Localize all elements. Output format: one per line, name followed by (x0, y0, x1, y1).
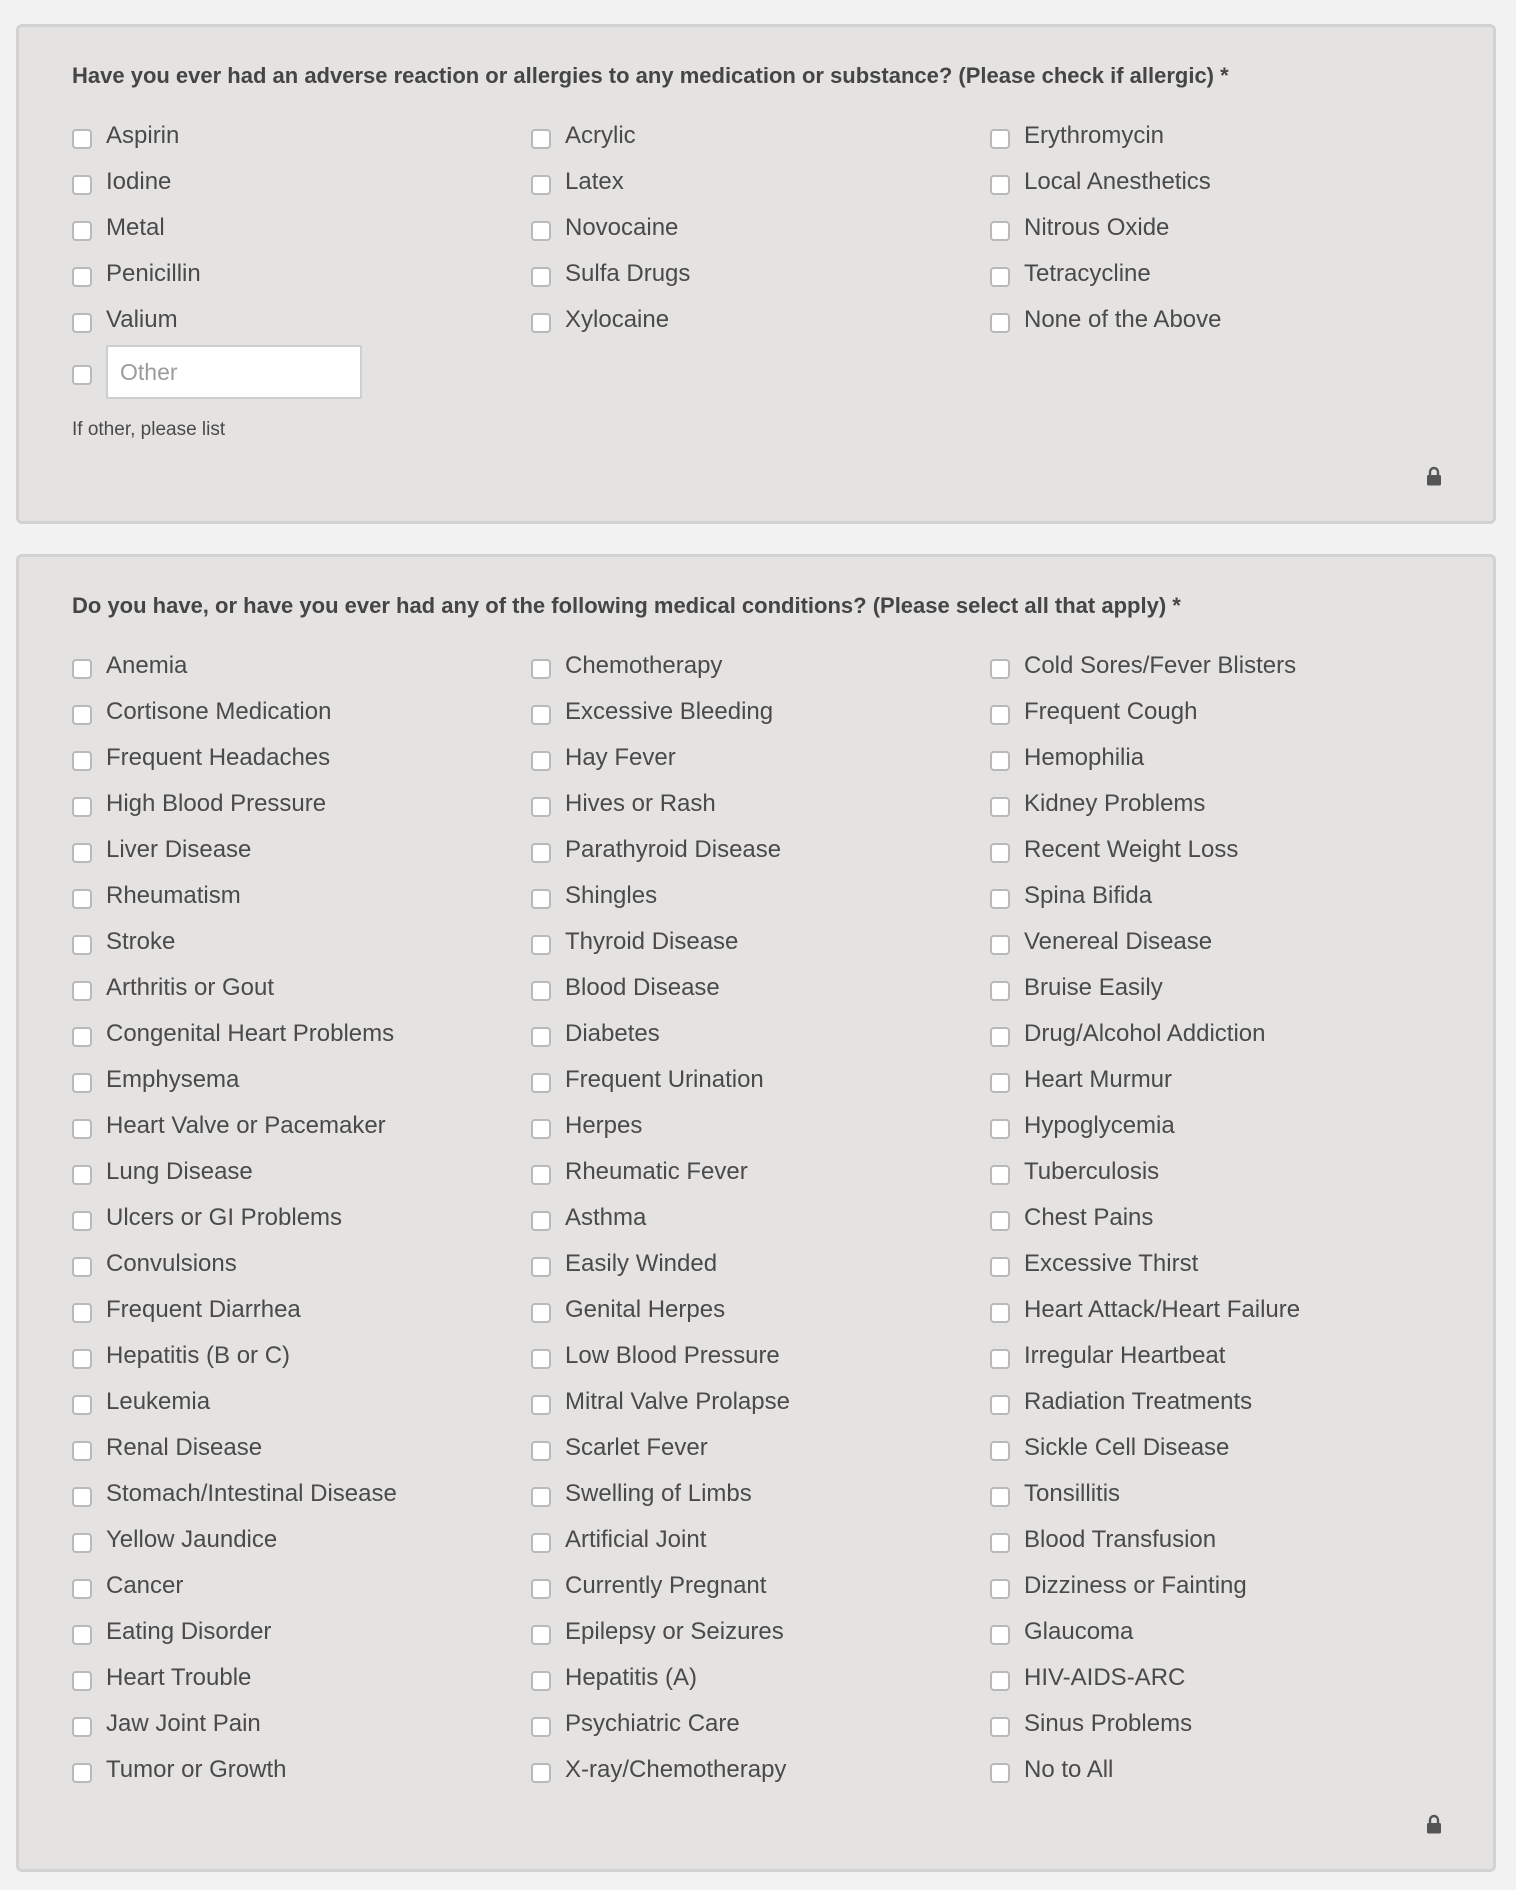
option-label: Mitral Valve Prolapse (565, 1388, 790, 1415)
checkbox[interactable] (72, 1119, 92, 1139)
checkbox[interactable] (990, 1303, 1010, 1323)
checkbox[interactable] (72, 1625, 92, 1645)
conditions-option-sickle-cell-disease[interactable] (990, 1425, 1449, 1471)
option-label: Arthritis or Gout (106, 974, 275, 1001)
option-label: Blood Transfusion (1024, 1526, 1217, 1553)
checkbox[interactable] (72, 221, 92, 241)
option-label: Chemotherapy (565, 652, 723, 679)
conditions-option-excessive-thirst[interactable] (990, 1241, 1449, 1287)
option-label: Thyroid Disease (565, 928, 739, 955)
conditions-option-recent-weight-loss[interactable] (990, 827, 1449, 873)
option-label: Venereal Disease (1024, 928, 1213, 955)
checkbox[interactable] (990, 889, 1010, 909)
option-label: Epilepsy or Seizures (565, 1618, 784, 1645)
conditions-option-spina-bifida[interactable] (990, 873, 1449, 919)
option-label: Metal (106, 214, 165, 241)
conditions-option-venereal-disease[interactable] (990, 919, 1449, 965)
checkbox[interactable] (72, 1763, 92, 1783)
checkbox[interactable] (990, 705, 1010, 725)
option-label: High Blood Pressure (106, 790, 327, 817)
conditions-option-kidney-problems[interactable] (990, 781, 1449, 827)
conditions-option-congenital-heart-problems[interactable] (72, 1011, 531, 1057)
conditions-option-tumor-or-growth[interactable] (72, 1747, 531, 1793)
checkbox[interactable] (72, 1671, 92, 1691)
checkbox[interactable] (990, 267, 1010, 287)
checkbox[interactable] (531, 751, 551, 771)
conditions-option-psychiatric-care[interactable] (531, 1701, 990, 1747)
checkbox[interactable] (72, 889, 92, 909)
conditions-option-mitral-valve-prolapse[interactable] (531, 1379, 990, 1425)
conditions-option-x-ray-chemotherapy[interactable] (531, 1747, 990, 1793)
option-label: Tonsillitis (1024, 1480, 1121, 1507)
conditions-option-tonsillitis[interactable] (990, 1471, 1449, 1517)
checkbox[interactable] (990, 1119, 1010, 1139)
conditions-option-emphysema[interactable] (72, 1057, 531, 1103)
checkbox[interactable] (72, 1487, 92, 1507)
conditions-option-anemia[interactable] (72, 643, 531, 689)
conditions-option-glaucoma[interactable] (990, 1609, 1449, 1655)
option-label: Sinus Problems (1024, 1710, 1193, 1737)
allergies-option-metal[interactable] (72, 205, 531, 251)
checkbox[interactable] (990, 1717, 1010, 1737)
option-label: HIV-AIDS-ARC (1024, 1664, 1186, 1691)
option-label: Parathyroid Disease (565, 836, 782, 863)
option-label: Ulcers or GI Problems (106, 1204, 343, 1231)
option-label: X-ray/Chemotherapy (565, 1756, 787, 1783)
option-label: Yellow Jaundice (106, 1526, 278, 1553)
checkbox[interactable] (531, 267, 551, 287)
checkbox[interactable] (531, 1395, 551, 1415)
checkbox[interactable] (72, 1211, 92, 1231)
option-label: Herpes (565, 1112, 643, 1139)
option-label: Glaucoma (1024, 1618, 1134, 1645)
option-label: Hives or Rash (565, 790, 716, 817)
conditions-option-rheumatic-fever[interactable] (531, 1149, 990, 1195)
checkbox[interactable] (72, 797, 92, 817)
checkbox[interactable] (990, 1441, 1010, 1461)
checkbox[interactable] (531, 313, 551, 333)
conditions-option-low-blood-pressure[interactable] (531, 1333, 990, 1379)
option-label: Dizziness or Fainting (1024, 1572, 1247, 1599)
conditions-option-tuberculosis[interactable] (990, 1149, 1449, 1195)
checkbox[interactable] (72, 175, 92, 195)
checkbox[interactable] (72, 1395, 92, 1415)
conditions-option-drug-alcohol-addiction[interactable] (990, 1011, 1449, 1057)
option-label: Erythromycin (1024, 122, 1165, 149)
checkbox[interactable] (531, 1073, 551, 1093)
option-label: Convulsions (106, 1250, 237, 1277)
checkbox[interactable] (531, 1027, 551, 1047)
option-label: Swelling of Limbs (565, 1480, 752, 1507)
conditions-option-swelling-of-limbs[interactable] (531, 1471, 990, 1517)
checkbox[interactable] (72, 1257, 92, 1277)
option-label: Heart Murmur (1024, 1066, 1173, 1093)
conditions-option-frequent-diarrhea[interactable] (72, 1287, 531, 1333)
option-label: Recent Weight Loss (1024, 836, 1239, 863)
checkbox[interactable] (72, 1073, 92, 1093)
option-label: Valium (106, 306, 178, 333)
option-label: Tumor or Growth (106, 1756, 287, 1783)
option-label: Aspirin (106, 122, 180, 149)
conditions-option-renal-disease[interactable] (72, 1425, 531, 1471)
option-label: Hay Fever (565, 744, 676, 771)
allergies-option-none-of-the-above[interactable] (990, 297, 1449, 343)
option-label: Easily Winded (565, 1250, 718, 1277)
option-label: Leukemia (106, 1388, 211, 1415)
allergies-option-xylocaine[interactable] (531, 297, 990, 343)
option-label: Eating Disorder (106, 1618, 272, 1645)
option-label: Frequent Cough (1024, 698, 1198, 725)
conditions-option-scarlet-fever[interactable] (531, 1425, 990, 1471)
conditions-option-dizziness-or-fainting[interactable] (990, 1563, 1449, 1609)
conditions-option-frequent-urination[interactable] (531, 1057, 990, 1103)
option-label: Genital Herpes (565, 1296, 726, 1323)
option-label: Xylocaine (565, 306, 670, 333)
option-label: Heart Trouble (106, 1664, 252, 1691)
checkbox[interactable] (990, 1073, 1010, 1093)
conditions-option-frequent-cough[interactable] (990, 689, 1449, 735)
option-label: Diabetes (565, 1020, 660, 1047)
conditions-option-asthma[interactable] (531, 1195, 990, 1241)
option-label: Stroke (106, 928, 176, 955)
option-label: Congenital Heart Problems (106, 1020, 395, 1047)
conditions-option-cortisone-medication[interactable] (72, 689, 531, 735)
checkbox[interactable] (72, 659, 92, 679)
conditions-option-easily-winded[interactable] (531, 1241, 990, 1287)
conditions-options (72, 643, 1449, 1793)
option-label: Frequent Diarrhea (106, 1296, 301, 1323)
conditions-question-card (16, 554, 1496, 1872)
conditions-question: Do you have, or have you ever had any of the following medical conditions? (Please select all that apply) * (72, 593, 1181, 618)
checkbox[interactable] (531, 1671, 551, 1691)
checkbox[interactable] (531, 1579, 551, 1599)
checkbox[interactable] (990, 935, 1010, 955)
option-label: Frequent Headaches (106, 744, 331, 771)
allergies-option-novocaine[interactable] (531, 205, 990, 251)
checkbox[interactable] (72, 1717, 92, 1737)
option-label: Heart Valve or Pacemaker (106, 1112, 386, 1139)
option-label: Hemophilia (1024, 744, 1145, 771)
checkbox[interactable] (990, 221, 1010, 241)
conditions-option-blood-disease[interactable] (531, 965, 990, 1011)
checkbox[interactable] (990, 129, 1010, 149)
option-label: Emphysema (106, 1066, 240, 1093)
option-label: Artificial Joint (565, 1526, 707, 1553)
option-label: Cancer (106, 1572, 184, 1599)
checkbox[interactable] (531, 1625, 551, 1645)
conditions-option-no-to-all[interactable] (990, 1747, 1449, 1793)
allergies-option-tetracycline[interactable] (990, 251, 1449, 297)
checkbox[interactable] (990, 659, 1010, 679)
option-label: Frequent Urination (565, 1066, 764, 1093)
checkbox[interactable] (990, 1211, 1010, 1231)
option-label: Rheumatic Fever (565, 1158, 748, 1185)
checkbox[interactable] (72, 1027, 92, 1047)
conditions-option-herpes[interactable] (531, 1103, 990, 1149)
checkbox[interactable] (531, 129, 551, 149)
conditions-option-hiv-aids-arc[interactable] (990, 1655, 1449, 1701)
checkbox[interactable] (531, 1119, 551, 1139)
conditions-option-hemophilia[interactable] (990, 735, 1449, 781)
option-label: Spina Bifida (1024, 882, 1153, 909)
checkbox[interactable] (531, 705, 551, 725)
checkbox[interactable] (531, 1533, 551, 1553)
option-label: Heart Attack/Heart Failure (1024, 1296, 1301, 1323)
conditions-option-rheumatism[interactable] (72, 873, 531, 919)
conditions-option-hypoglycemia[interactable] (990, 1103, 1449, 1149)
conditions-option-chemotherapy[interactable] (531, 643, 990, 689)
checkbox[interactable] (990, 1487, 1010, 1507)
allergies-option-latex[interactable] (531, 159, 990, 205)
option-label: Sickle Cell Disease (1024, 1434, 1230, 1461)
checkbox[interactable] (990, 1165, 1010, 1185)
option-label: Psychiatric Care (565, 1710, 740, 1737)
conditions-option-stomach-intestinal-disease[interactable] (72, 1471, 531, 1517)
option-label: Novocaine (565, 214, 679, 241)
option-label: Anemia (106, 652, 188, 679)
conditions-option-hepatitis-a[interactable] (531, 1655, 990, 1701)
other-allergy-checkbox[interactable] (72, 365, 92, 385)
checkbox[interactable] (72, 1349, 92, 1369)
checkbox[interactable] (990, 1763, 1010, 1783)
allergies-option-aspirin[interactable] (72, 113, 531, 159)
option-label: Liver Disease (106, 836, 252, 863)
conditions-option-currently-pregnant[interactable] (531, 1563, 990, 1609)
checkbox[interactable] (72, 935, 92, 955)
option-label: Cold Sores/Fever Blisters (1024, 652, 1297, 679)
option-label: Kidney Problems (1024, 790, 1206, 817)
option-label: Shingles (565, 882, 658, 909)
checkbox[interactable] (531, 1165, 551, 1185)
conditions-option-thyroid-disease[interactable] (531, 919, 990, 965)
option-label: Hepatitis (A) (565, 1664, 698, 1691)
lock-icon (1426, 1814, 1442, 1834)
checkbox[interactable] (531, 1441, 551, 1461)
conditions-option-genital-herpes[interactable] (531, 1287, 990, 1333)
checkbox[interactable] (531, 175, 551, 195)
lock-icon (1426, 466, 1442, 486)
checkbox[interactable] (990, 843, 1010, 863)
conditions-option-blood-transfusion[interactable] (990, 1517, 1449, 1563)
option-label: Jaw Joint Pain (106, 1710, 261, 1737)
conditions-option-hay-fever[interactable] (531, 735, 990, 781)
option-label: Iodine (106, 168, 172, 195)
conditions-option-jaw-joint-pain[interactable] (72, 1701, 531, 1747)
conditions-option-hives-or-rash[interactable] (531, 781, 990, 827)
checkbox[interactable] (72, 267, 92, 287)
allergies-options (72, 113, 1449, 343)
checkbox[interactable] (531, 1349, 551, 1369)
conditions-option-bruise-easily[interactable] (990, 965, 1449, 1011)
other-allergy-helper: If other, please list (72, 419, 226, 440)
checkbox[interactable] (990, 1533, 1010, 1553)
option-label: Local Anesthetics (1024, 168, 1211, 195)
checkbox[interactable] (531, 1257, 551, 1277)
conditions-option-lung-disease[interactable] (72, 1149, 531, 1195)
option-label: Radiation Treatments (1024, 1388, 1253, 1415)
option-label: Stomach/Intestinal Disease (106, 1480, 397, 1507)
checkbox[interactable] (990, 1579, 1010, 1599)
checkbox[interactable] (531, 1303, 551, 1323)
option-label: Sulfa Drugs (565, 260, 691, 287)
checkbox[interactable] (990, 1671, 1010, 1691)
checkbox[interactable] (72, 1533, 92, 1553)
option-label: Nitrous Oxide (1024, 214, 1170, 241)
allergies-option-local-anesthetics[interactable] (990, 159, 1449, 205)
option-label: Low Blood Pressure (565, 1342, 780, 1369)
conditions-option-frequent-headaches[interactable] (72, 735, 531, 781)
checkbox[interactable] (531, 797, 551, 817)
conditions-option-arthritis-or-gout[interactable] (72, 965, 531, 1011)
option-label: Latex (565, 168, 624, 195)
option-label: Excessive Bleeding (565, 698, 774, 725)
option-label: Cortisone Medication (106, 698, 332, 725)
conditions-option-ulcers-or-gi-problems[interactable] (72, 1195, 531, 1241)
checkbox[interactable] (990, 175, 1010, 195)
conditions-option-heart-valve-or-pacemaker[interactable] (72, 1103, 531, 1149)
checkbox[interactable] (990, 1625, 1010, 1645)
allergies-option-penicillin[interactable] (72, 251, 531, 297)
conditions-option-yellow-jaundice[interactable] (72, 1517, 531, 1563)
checkbox[interactable] (990, 981, 1010, 1001)
allergies-option-acrylic[interactable] (531, 113, 990, 159)
checkbox[interactable] (72, 1441, 92, 1461)
other-allergy-row (72, 345, 362, 399)
conditions-option-heart-murmur[interactable] (990, 1057, 1449, 1103)
conditions-option-leukemia[interactable] (72, 1379, 531, 1425)
checkbox[interactable] (531, 221, 551, 241)
conditions-option-hepatitis-b-or-c[interactable] (72, 1333, 531, 1379)
checkbox[interactable] (531, 1717, 551, 1737)
option-label: None of the Above (1024, 306, 1222, 333)
checkbox[interactable] (990, 1027, 1010, 1047)
conditions-option-parathyroid-disease[interactable] (531, 827, 990, 873)
conditions-option-stroke[interactable] (72, 919, 531, 965)
checkbox[interactable] (531, 659, 551, 679)
conditions-option-sinus-problems[interactable] (990, 1701, 1449, 1747)
checkbox[interactable] (531, 1763, 551, 1783)
checkbox[interactable] (531, 981, 551, 1001)
option-label: Penicillin (106, 260, 201, 287)
option-label: Blood Disease (565, 974, 720, 1001)
option-label: Irregular Heartbeat (1024, 1342, 1226, 1369)
checkbox[interactable] (990, 313, 1010, 333)
checkbox[interactable] (72, 313, 92, 333)
option-label: Tetracycline (1024, 260, 1151, 287)
checkbox[interactable] (72, 981, 92, 1001)
option-label: Drug/Alcohol Addiction (1024, 1020, 1266, 1047)
conditions-option-heart-attack-heart-failure[interactable] (990, 1287, 1449, 1333)
checkbox[interactable] (531, 889, 551, 909)
conditions-option-epilepsy-or-seizures[interactable] (531, 1609, 990, 1655)
option-label: Tuberculosis (1024, 1158, 1160, 1185)
allergies-option-erythromycin[interactable] (990, 113, 1449, 159)
checkbox[interactable] (72, 1579, 92, 1599)
option-label: Lung Disease (106, 1158, 253, 1185)
option-label: Acrylic (565, 122, 636, 149)
option-label: No to All (1024, 1756, 1114, 1783)
option-label: Rheumatism (106, 882, 241, 909)
checkbox[interactable] (531, 843, 551, 863)
option-label: Currently Pregnant (565, 1572, 767, 1599)
checkbox[interactable] (72, 751, 92, 771)
option-label: Chest Pains (1024, 1204, 1154, 1231)
checkbox[interactable] (72, 705, 92, 725)
checkbox[interactable] (990, 1395, 1010, 1415)
option-label: Hepatitis (B or C) (106, 1342, 291, 1369)
conditions-option-radiation-treatments[interactable] (990, 1379, 1449, 1425)
conditions-option-excessive-bleeding[interactable] (531, 689, 990, 735)
conditions-option-chest-pains[interactable] (990, 1195, 1449, 1241)
checkbox[interactable] (72, 843, 92, 863)
checkbox[interactable] (531, 1487, 551, 1507)
conditions-option-cold-sores-fever-blisters[interactable] (990, 643, 1449, 689)
option-label: Excessive Thirst (1024, 1250, 1199, 1277)
option-label: Hypoglycemia (1024, 1112, 1175, 1139)
allergies-question-card (16, 24, 1496, 524)
option-label: Asthma (565, 1204, 647, 1231)
checkbox[interactable] (990, 797, 1010, 817)
other-allergy-input[interactable] (106, 345, 362, 399)
allergies-option-nitrous-oxide[interactable] (990, 205, 1449, 251)
checkbox[interactable] (990, 1257, 1010, 1277)
conditions-option-diabetes[interactable] (531, 1011, 990, 1057)
checkbox[interactable] (990, 751, 1010, 771)
checkbox[interactable] (72, 129, 92, 149)
checkbox[interactable] (531, 935, 551, 955)
conditions-option-shingles[interactable] (531, 873, 990, 919)
option-label: Bruise Easily (1024, 974, 1163, 1001)
conditions-option-heart-trouble[interactable] (72, 1655, 531, 1701)
conditions-option-cancer[interactable] (72, 1563, 531, 1609)
allergies-option-iodine[interactable] (72, 159, 531, 205)
conditions-option-artificial-joint[interactable] (531, 1517, 990, 1563)
conditions-option-eating-disorder[interactable] (72, 1609, 531, 1655)
conditions-option-irregular-heartbeat[interactable] (990, 1333, 1449, 1379)
checkbox[interactable] (990, 1349, 1010, 1369)
checkbox[interactable] (72, 1303, 92, 1323)
allergies-question: Have you ever had an adverse reaction or allergies to any medication or substance? (Please check if allergic) * (72, 63, 1229, 88)
checkbox[interactable] (531, 1211, 551, 1231)
checkbox[interactable] (72, 1165, 92, 1185)
option-label: Scarlet Fever (565, 1434, 708, 1461)
conditions-option-liver-disease[interactable] (72, 827, 531, 873)
allergies-option-sulfa-drugs[interactable] (531, 251, 990, 297)
allergies-option-valium[interactable] (72, 297, 531, 343)
option-label: Renal Disease (106, 1434, 263, 1461)
conditions-option-convulsions[interactable] (72, 1241, 531, 1287)
conditions-option-high-blood-pressure[interactable] (72, 781, 531, 827)
